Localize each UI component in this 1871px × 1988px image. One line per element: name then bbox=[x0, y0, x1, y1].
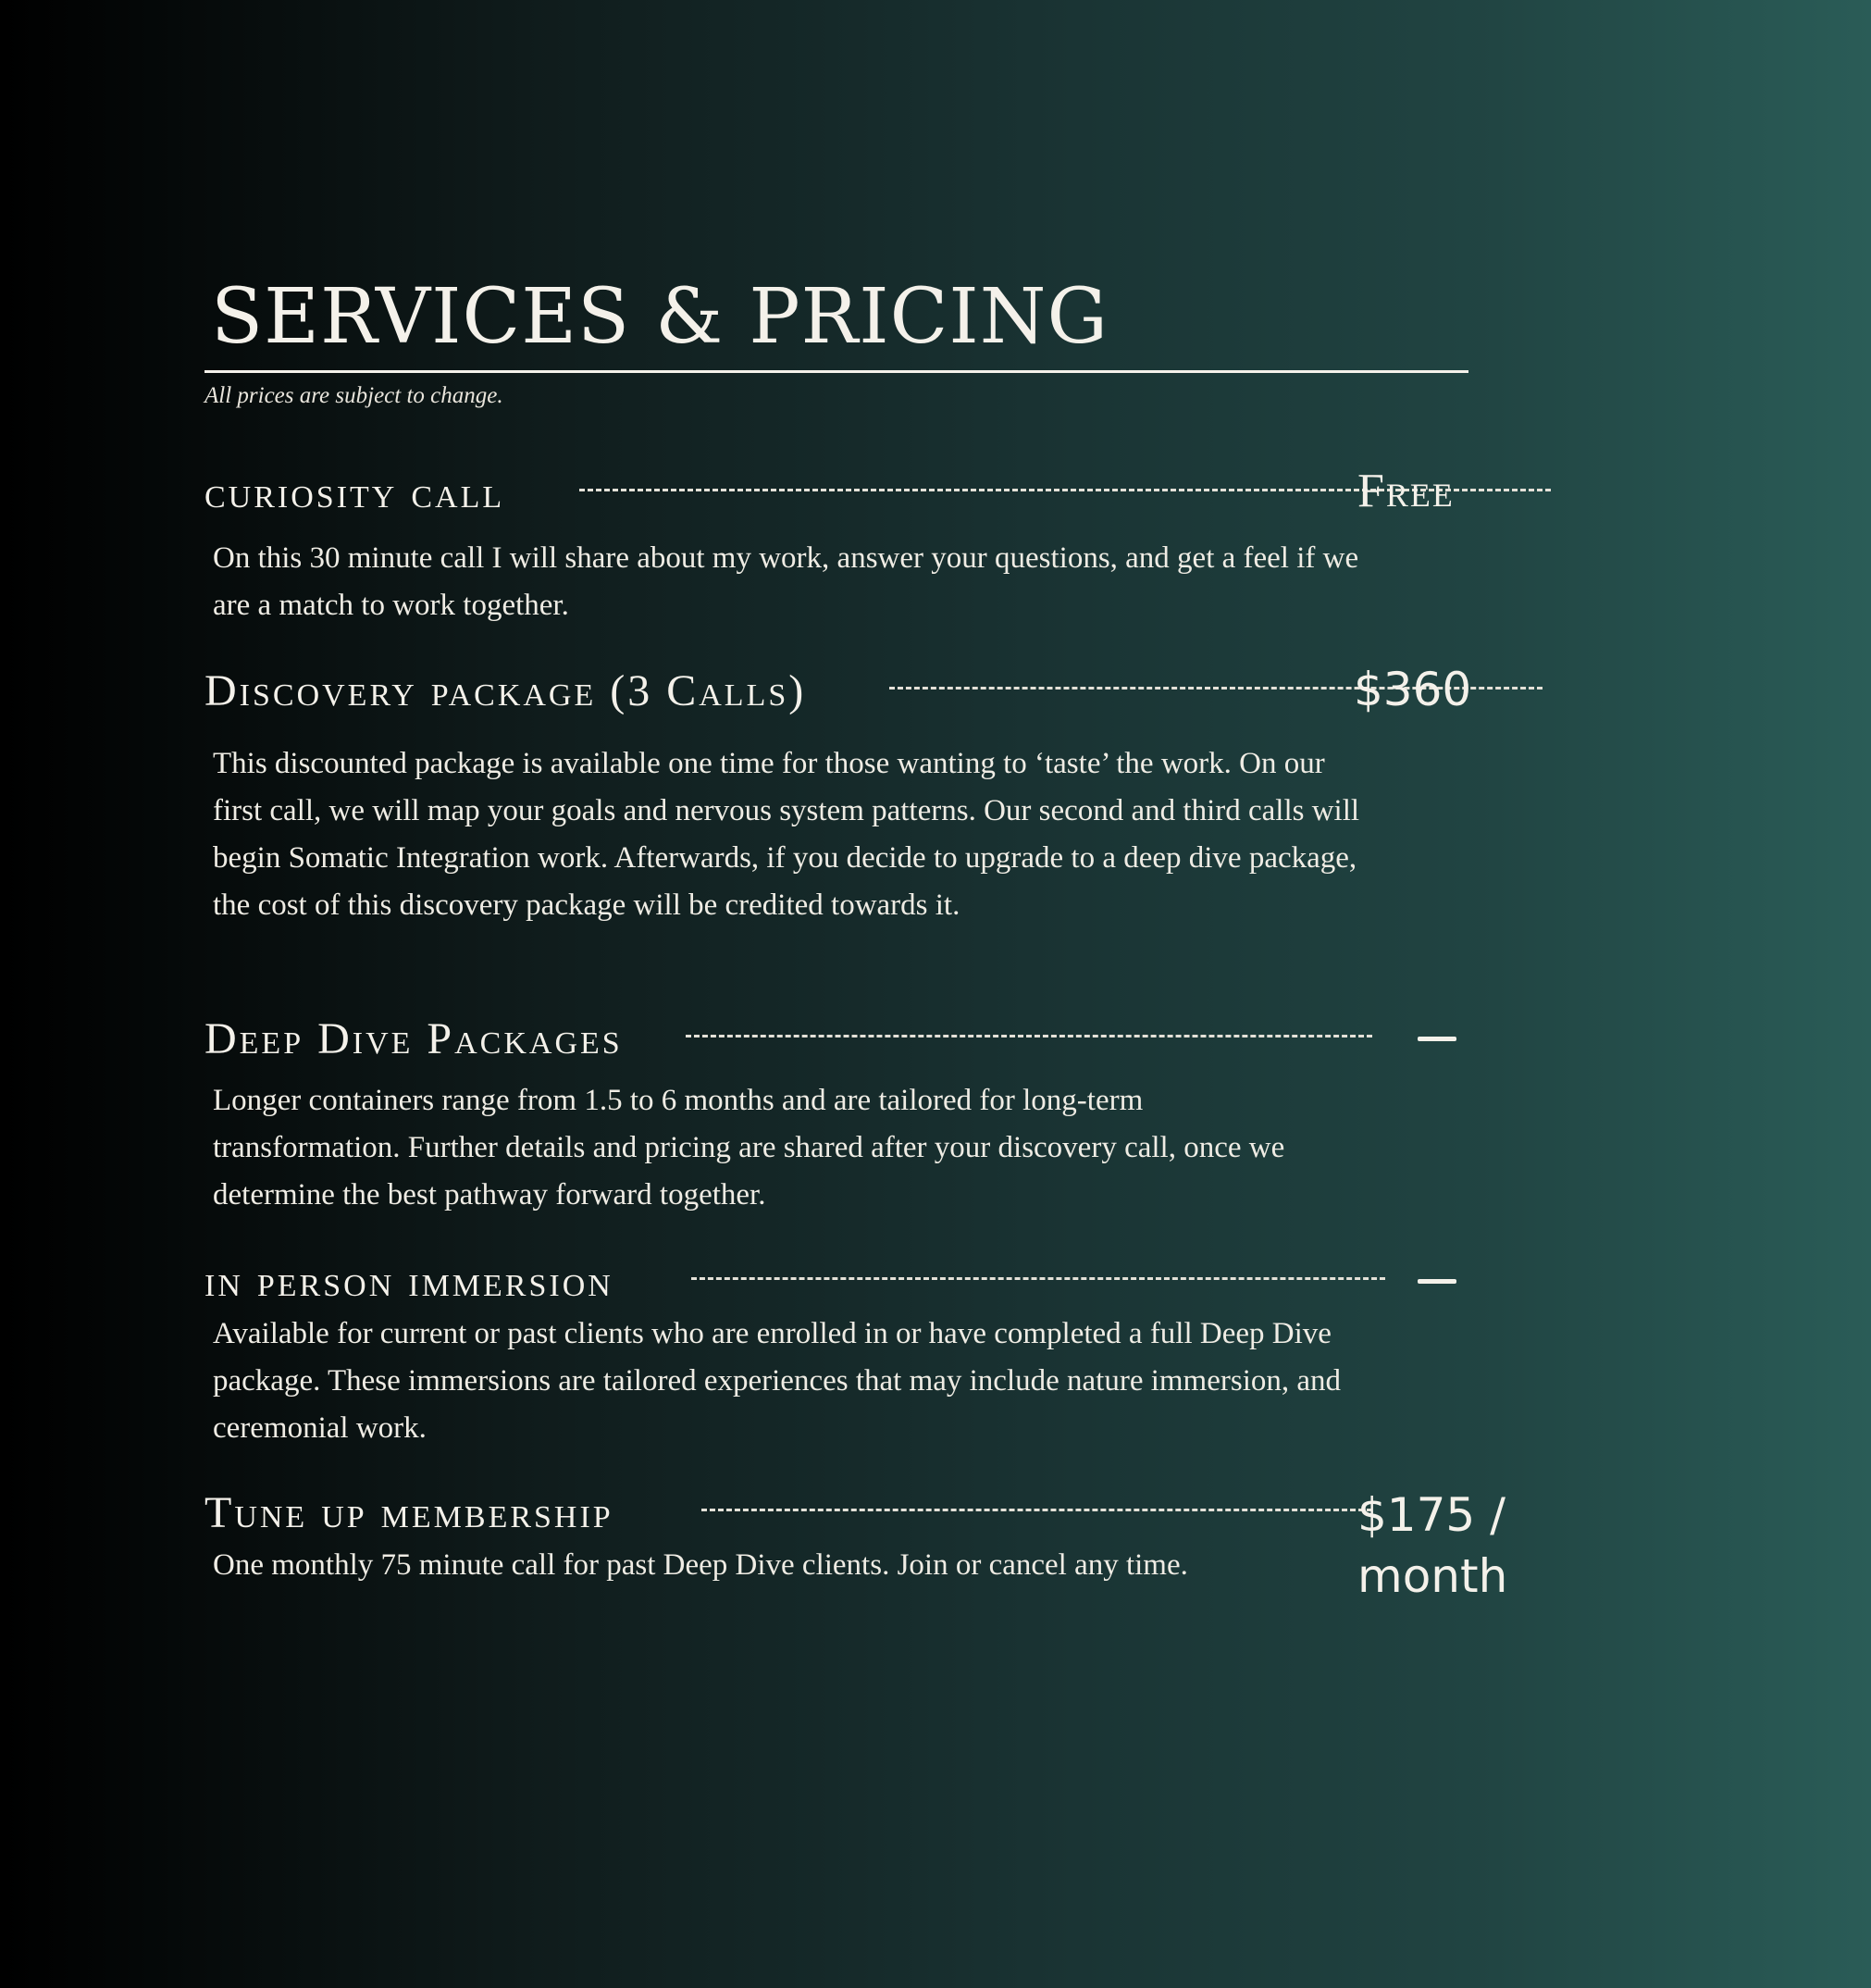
service-description: One monthly 75 minute call for past Deep Dive clients. Join or cancel any time. bbox=[213, 1548, 1188, 1582]
service-header bbox=[204, 1011, 1500, 1068]
pricing-note: All prices are subject to change. bbox=[204, 383, 503, 408]
service-price: Free bbox=[1357, 465, 1455, 517]
dotted-leader bbox=[691, 1277, 1385, 1280]
service-header bbox=[204, 465, 1500, 522]
service-discovery-package bbox=[204, 663, 1500, 922]
service-tune-up-membership bbox=[204, 1485, 1508, 1603]
price-placeholder-dash bbox=[1418, 1279, 1456, 1284]
service-description: Available for current or past clients who are enrolled in or have completed a full Deep Dive package. These immersions are tailored experiences that may include nature immersion, and ceremonial work. bbox=[213, 1317, 1342, 1445]
service-deep-dive-packages bbox=[204, 1011, 1500, 1211]
title-divider bbox=[204, 370, 1468, 373]
dotted-leader bbox=[701, 1509, 1372, 1511]
service-header bbox=[204, 663, 1500, 720]
service-header bbox=[204, 1253, 1500, 1311]
price-placeholder-dash bbox=[1418, 1037, 1456, 1041]
service-in-person-immersion bbox=[204, 1253, 1500, 1445]
service-description: This discounted package is available one time for those wanting to ‘taste’ the work. On our first call, we will map your goals and nervous system patterns. Our second and third calls will begin Somatic Integration work. Afterwards, if you decide to upgrade to a deep dive package, the cost of this discovery package will be credited towards it. bbox=[213, 747, 1360, 922]
service-curiosity-call bbox=[204, 465, 1500, 622]
service-name: curiosity call bbox=[204, 468, 505, 517]
service-name: Discovery package (3 Calls) bbox=[204, 666, 807, 715]
service-price: $360 bbox=[1354, 663, 1472, 716]
service-name: Tune up membership bbox=[204, 1488, 613, 1537]
service-price: $175 / month bbox=[1357, 1488, 1508, 1603]
service-description: Longer containers range from 1.5 to 6 months and are tailored for long-term transformation. Further details and pricing are shared after your discovery call, once we determine the best pathway forward together. bbox=[213, 1084, 1285, 1211]
service-name: Deep Dive Packages bbox=[204, 1014, 623, 1063]
page-title: SERVICES & PRICING bbox=[211, 273, 1109, 361]
service-description: On this 30 minute call I will share about my work, answer your questions, and get a feel if we are a match to work together. bbox=[213, 541, 1359, 622]
dotted-leader bbox=[686, 1035, 1372, 1037]
service-name: in person immersion bbox=[204, 1257, 613, 1306]
